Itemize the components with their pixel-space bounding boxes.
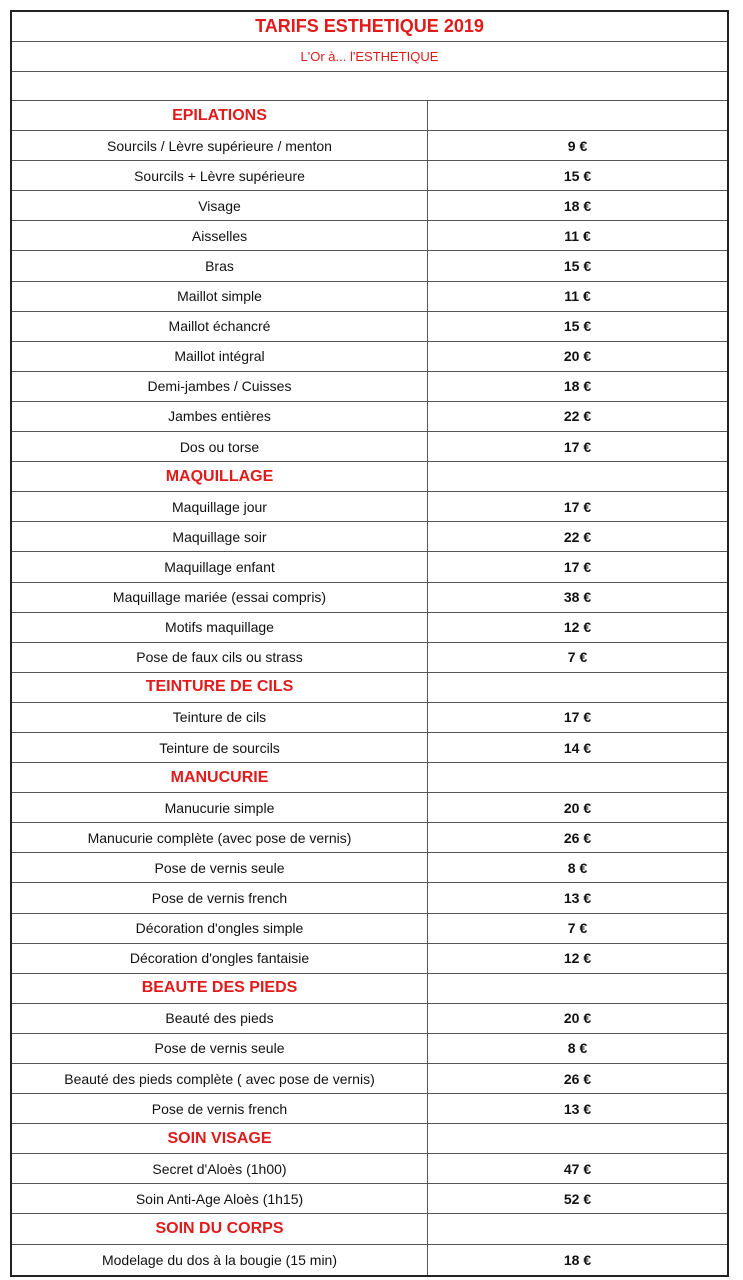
- table-row: [12, 342, 727, 372]
- service-label: Teinture de sourcils: [12, 733, 428, 762]
- service-label: Maquillage jour: [12, 492, 428, 521]
- service-price: 38 €: [563, 589, 592, 606]
- service-label: Beauté des pieds complète ( avec pose de vernis): [12, 1064, 428, 1093]
- section-price-cell: [428, 101, 727, 130]
- service-price: 13 €: [563, 889, 592, 906]
- service-label: Beauté des pieds: [12, 1004, 428, 1033]
- service-label: Maquillage soir: [12, 522, 428, 551]
- service-price: 12 €: [563, 619, 592, 636]
- table-row: [12, 492, 727, 522]
- service-label: Motifs maquillage: [12, 613, 428, 642]
- section-title: MAQUILLAGE: [12, 462, 428, 491]
- service-price: 26 €: [563, 829, 592, 846]
- section-title: MANUCURIE: [12, 763, 428, 792]
- table-row: [12, 1094, 727, 1124]
- header-row: [12, 12, 727, 42]
- table-row: [12, 372, 727, 402]
- table-row: [12, 251, 727, 281]
- service-label: Décoration d'ongles fantaisie: [12, 944, 428, 973]
- table-row: [12, 1245, 727, 1275]
- service-label: Jambes entières: [12, 402, 428, 431]
- section-header-row: [12, 462, 727, 492]
- section-header-row: [12, 673, 727, 703]
- service-label: Visage: [12, 191, 428, 220]
- table-row: [12, 402, 727, 432]
- section-price-cell: [428, 763, 727, 792]
- table-row: [12, 583, 727, 613]
- service-price: 13 €: [563, 1100, 592, 1117]
- section-title: TEINTURE DE CILS: [12, 673, 428, 702]
- table-row: [12, 944, 727, 974]
- section-header-row: [12, 763, 727, 793]
- service-label: Secret d'Aloès (1h00): [12, 1154, 428, 1183]
- service-price: 18 €: [563, 197, 592, 214]
- table-row: [12, 823, 727, 853]
- table-row: [12, 1034, 727, 1064]
- section-title: BEAUTE DES PIEDS: [12, 974, 428, 1003]
- service-price: 18 €: [563, 1251, 592, 1268]
- table-row: [12, 853, 727, 883]
- table-row: [12, 221, 727, 251]
- service-price: 20 €: [563, 348, 592, 365]
- table-row: [12, 613, 727, 643]
- service-price: 8 €: [567, 1040, 588, 1057]
- section-title: SOIN VISAGE: [12, 1124, 428, 1153]
- service-label: Pose de vernis seule: [12, 853, 428, 882]
- table-row: [12, 161, 727, 191]
- table-row: [12, 883, 727, 913]
- table-row: [12, 703, 727, 733]
- table-row: [12, 1184, 727, 1214]
- service-label: Décoration d'ongles simple: [12, 914, 428, 943]
- service-price: 18 €: [563, 378, 592, 395]
- table-row: [12, 643, 727, 673]
- service-label: Pose de faux cils ou strass: [12, 643, 428, 672]
- service-label: Soin Anti-Age Aloès (1h15): [12, 1184, 428, 1213]
- blank-row: [12, 72, 727, 101]
- section-header-row: [12, 974, 727, 1004]
- page-subtitle: L'Or à... l'ESTHETIQUE: [300, 49, 439, 64]
- table-row: [12, 522, 727, 552]
- section-price-cell: [428, 462, 727, 491]
- service-price: 11 €: [564, 227, 591, 244]
- section-title: EPILATIONS: [12, 101, 428, 130]
- table-row: [12, 733, 727, 763]
- table-row: [12, 1004, 727, 1034]
- price-list-table: [10, 10, 729, 1277]
- service-price: 26 €: [563, 1070, 592, 1087]
- table-row: [12, 191, 727, 221]
- service-label: Maquillage enfant: [12, 552, 428, 581]
- service-price: 17 €: [563, 709, 592, 726]
- table-row: [12, 914, 727, 944]
- section-price-cell: [428, 1214, 727, 1243]
- service-price: 47 €: [563, 1160, 592, 1177]
- service-label: Teinture de cils: [12, 703, 428, 732]
- table-row: [12, 432, 727, 462]
- service-price: 17 €: [563, 498, 592, 515]
- service-price: 20 €: [563, 799, 592, 816]
- page-title: TARIFS ESTHETIQUE 2019: [255, 16, 484, 36]
- service-label: Pose de vernis french: [12, 1094, 428, 1123]
- table-row: [12, 312, 727, 342]
- service-price: 7 €: [567, 649, 588, 666]
- service-label: Pose de vernis french: [12, 883, 428, 912]
- service-price: 20 €: [563, 1010, 592, 1027]
- service-price: 9 €: [567, 137, 588, 154]
- service-price: 22 €: [563, 408, 592, 425]
- service-label: Maillot simple: [12, 282, 428, 311]
- service-label: Sourcils + Lèvre supérieure: [12, 161, 428, 190]
- service-price: 17 €: [563, 438, 592, 455]
- service-price: 11 €: [564, 288, 591, 305]
- service-label: Pose de vernis seule: [12, 1034, 428, 1063]
- table-row: [12, 131, 727, 161]
- table-row: [12, 793, 727, 823]
- service-label: Dos ou torse: [12, 432, 428, 461]
- table-row: [12, 1154, 727, 1184]
- service-label: Sourcils / Lèvre supérieure / menton: [12, 131, 428, 160]
- service-label: Aisselles: [12, 221, 428, 250]
- section-header-row: [12, 1124, 727, 1154]
- section-title: SOIN DU CORPS: [12, 1214, 428, 1243]
- service-label: Maillot intégral: [12, 342, 428, 371]
- service-label: Modelage du dos à la bougie (15 min): [12, 1245, 428, 1275]
- price-rows: [12, 101, 727, 1275]
- subtitle-row: [12, 42, 727, 72]
- service-label: Demi-jambes / Cuisses: [12, 372, 428, 401]
- service-price: 52 €: [563, 1190, 592, 1207]
- table-row: [12, 552, 727, 582]
- section-price-cell: [428, 974, 727, 1003]
- service-label: Manucurie simple: [12, 793, 428, 822]
- service-price: 15 €: [563, 167, 592, 184]
- table-row: [12, 1064, 727, 1094]
- table-row: [12, 282, 727, 312]
- service-price: 14 €: [563, 739, 592, 756]
- section-price-cell: [428, 1124, 727, 1153]
- section-header-row: [12, 1214, 727, 1244]
- service-price: 22 €: [563, 528, 592, 545]
- service-price: 8 €: [567, 859, 588, 876]
- service-price: 17 €: [563, 558, 592, 575]
- service-price: 15 €: [563, 258, 592, 275]
- service-label: Maquillage mariée (essai compris): [12, 583, 428, 612]
- service-label: Manucurie complète (avec pose de vernis): [12, 823, 428, 852]
- section-header-row: [12, 101, 727, 131]
- section-price-cell: [428, 673, 727, 702]
- service-label: Maillot échancré: [12, 312, 428, 341]
- service-price: 12 €: [563, 950, 592, 967]
- service-label: Bras: [12, 251, 428, 280]
- service-price: 15 €: [563, 318, 592, 335]
- service-price: 7 €: [567, 920, 588, 937]
